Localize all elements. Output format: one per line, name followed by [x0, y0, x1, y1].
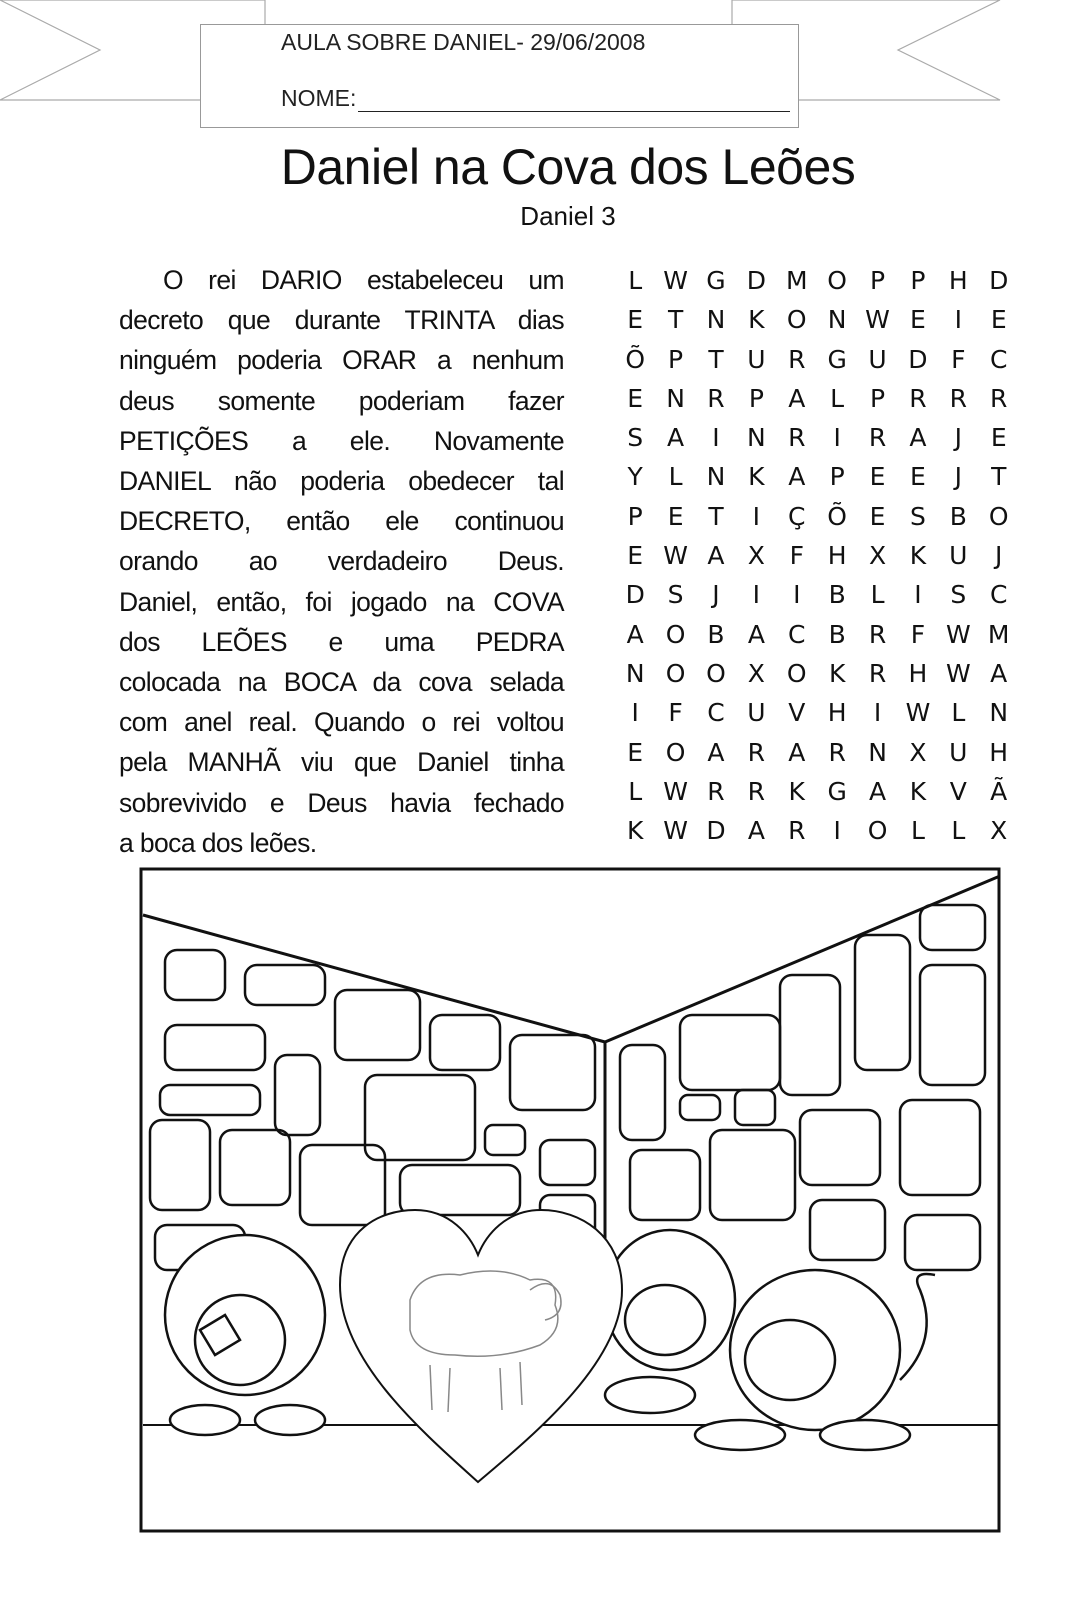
word-search-letter[interactable]: E — [627, 383, 644, 413]
word-search-letter[interactable]: A — [626, 619, 644, 649]
word-search-letter[interactable]: L — [951, 698, 966, 728]
word-search-grid — [615, 266, 1019, 855]
story-line: colocada na BOCA da cova selada — [119, 667, 564, 698]
word-search-letter[interactable]: W — [945, 658, 971, 688]
word-search-letter[interactable]: D — [746, 266, 766, 295]
word-search-letter[interactable]: N — [868, 737, 887, 767]
word-search-letter[interactable]: X — [990, 816, 1008, 846]
word-search-letter[interactable]: H — [827, 541, 847, 571]
story-line: deus somente poderiam fazer — [119, 385, 564, 416]
word-search-letter[interactable]: R — [788, 816, 806, 846]
word-search-letter[interactable]: L — [910, 816, 925, 846]
word-search-letter[interactable]: R — [990, 383, 1008, 413]
word-search-letter[interactable]: X — [909, 737, 927, 767]
heart-shape — [340, 1210, 622, 1482]
word-search-letter[interactable]: R — [909, 383, 927, 413]
name-field[interactable] — [281, 85, 790, 112]
story-line: PETIÇÕES a ele. Novamente — [119, 425, 564, 456]
lions-den-illustration — [0, 860, 1084, 1560]
word-search-letter[interactable]: L — [951, 816, 966, 846]
story-line: DANIEL não poderia obedecer tal — [119, 466, 564, 497]
word-search-letter[interactable]: H — [908, 658, 928, 688]
header-box — [200, 24, 799, 128]
word-search-letter[interactable]: L — [668, 462, 683, 492]
word-search-letter[interactable]: R — [828, 737, 846, 767]
word-search-letter[interactable]: Õ — [827, 501, 847, 531]
word-search-letter[interactable]: I — [833, 423, 841, 453]
word-search-letter[interactable]: E — [910, 462, 926, 492]
word-search-letter[interactable]: E — [910, 305, 926, 335]
word-search-letter[interactable]: H — [948, 266, 968, 295]
word-search-letter[interactable]: G — [827, 344, 847, 374]
word-search-letter[interactable]: A — [788, 383, 806, 413]
word-search-letter[interactable]: A — [747, 816, 765, 846]
word-search-letter[interactable]: W — [663, 541, 688, 571]
word-search-letter[interactable]: L — [830, 383, 845, 413]
word-search-letter[interactable]: J — [995, 541, 1003, 571]
word-search-letter[interactable]: E — [990, 305, 1007, 335]
word-search-letter[interactable]: U — [949, 737, 968, 767]
word-search-letter[interactable]: A — [707, 737, 725, 767]
word-search-letter[interactable]: O — [665, 658, 686, 688]
word-search-letter[interactable]: H — [989, 737, 1009, 767]
word-search-letter[interactable]: L — [870, 580, 885, 610]
word-search-letter[interactable]: I — [833, 816, 841, 846]
word-search-letter[interactable]: A — [667, 423, 685, 453]
word-search-letter[interactable]: U — [949, 541, 968, 571]
word-search-letter[interactable]: I — [793, 580, 801, 610]
page-title: Daniel na Cova dos Leões — [280, 139, 856, 195]
wall-top-edge — [143, 876, 1000, 1042]
word-search-letter[interactable]: A — [990, 658, 1008, 688]
story-line: DECRETO, então ele continuou — [119, 506, 564, 537]
word-search-letter[interactable]: F — [951, 344, 966, 374]
word-search-letter[interactable]: D — [908, 344, 928, 374]
name-blank-line[interactable] — [358, 89, 790, 112]
word-search-letter[interactable]: W — [945, 619, 971, 649]
word-search-letter[interactable]: E — [990, 423, 1007, 453]
word-search-letter[interactable]: S — [909, 501, 926, 531]
story-line: sobrevivido e Deus havia fechado — [119, 787, 564, 818]
word-search-letter[interactable]: E — [667, 501, 684, 531]
word-search-letter[interactable]: M — [785, 266, 808, 295]
word-search-letter[interactable]: E — [627, 737, 644, 767]
word-search-letter[interactable]: P — [748, 383, 764, 413]
word-search-letter[interactable]: C — [788, 619, 806, 649]
story-line: Daniel, então, foi jogado na COVA — [119, 586, 564, 617]
lion-middle — [605, 1230, 735, 1413]
word-search-letter[interactable]: X — [868, 541, 887, 571]
word-search-letter[interactable]: O — [665, 737, 686, 767]
word-search-letter[interactable]: R — [949, 383, 967, 413]
name-label: NOME: — [281, 85, 357, 111]
word-search-letter[interactable]: R — [747, 737, 766, 767]
word-search-letter[interactable]: K — [909, 776, 927, 806]
word-search-letter[interactable]: L — [628, 776, 643, 806]
word-search-letter[interactable]: N — [989, 698, 1009, 728]
word-search-letter[interactable]: C — [989, 344, 1008, 374]
word-search-letter[interactable]: W — [865, 305, 890, 335]
word-search-letter[interactable]: U — [868, 344, 887, 374]
word-search-letter[interactable]: G — [706, 266, 726, 295]
word-search-letter[interactable]: R — [868, 423, 887, 453]
word-search-letter[interactable]: D — [625, 580, 645, 610]
word-search-letter[interactable]: O — [786, 658, 807, 688]
word-search-letter[interactable]: G — [827, 776, 847, 806]
story-text — [119, 260, 564, 863]
word-search-letter[interactable]: K — [626, 816, 644, 846]
word-search-letter[interactable]: P — [870, 383, 886, 413]
word-search-letter[interactable]: N — [666, 383, 685, 413]
word-search-letter[interactable]: B — [707, 619, 725, 649]
word-search-letter[interactable]: O — [867, 816, 888, 846]
word-search-letter[interactable]: H — [827, 698, 847, 728]
word-search-letter[interactable]: V — [788, 698, 806, 728]
story-line: O rei DARIO estabeleceu um — [163, 265, 564, 295]
word-search-letter[interactable]: R — [868, 619, 887, 649]
word-search-letter[interactable]: O — [706, 658, 726, 688]
word-search-letter[interactable]: I — [914, 580, 922, 610]
story-line: pela MANHÃ viu que Daniel tinha — [119, 747, 564, 778]
word-search-letter[interactable]: J — [954, 423, 962, 453]
lion-left — [165, 1235, 325, 1435]
word-search-letter[interactable]: N — [827, 305, 847, 335]
story-line: com anel real. Quando o rei voltou — [119, 707, 564, 738]
word-search-letter[interactable]: A — [909, 423, 927, 453]
word-search-letter[interactable]: C — [989, 580, 1008, 610]
story-line: dos LEÕES e uma PEDRA — [119, 626, 564, 657]
word-search-letter[interactable]: I — [712, 423, 720, 453]
word-search-letter[interactable]: P — [829, 462, 845, 492]
word-search-letter[interactable]: A — [788, 462, 806, 492]
word-search-letter[interactable]: I — [631, 698, 639, 728]
word-search-letter[interactable]: K — [909, 541, 927, 571]
word-search-letter[interactable]: O — [665, 619, 686, 649]
word-search-letter[interactable]: S — [950, 580, 967, 610]
word-search-letter[interactable]: A — [747, 619, 765, 649]
word-search-letter[interactable]: U — [747, 344, 766, 374]
word-search-letter[interactable]: R — [868, 658, 887, 688]
word-search-letter[interactable]: I — [873, 698, 882, 728]
word-search-letter[interactable]: M — [987, 619, 1010, 649]
word-search-letter[interactable]: O — [827, 266, 847, 295]
word-search-letter[interactable]: P — [870, 266, 886, 295]
word-search-letter[interactable]: N — [706, 305, 726, 335]
word-search-letter[interactable]: T — [991, 462, 1007, 492]
word-search-letter[interactable]: R — [747, 776, 766, 806]
word-search-letter[interactable]: Ç — [788, 501, 806, 531]
word-search-letter[interactable]: A — [868, 776, 887, 806]
word-search-letter[interactable]: K — [748, 462, 765, 492]
story-line: orando ao verdadeiro Deus. — [119, 546, 564, 577]
word-search-letter[interactable]: P — [668, 344, 684, 374]
word-search-letter[interactable]: E — [627, 541, 644, 571]
word-search-letter[interactable]: F — [668, 698, 683, 728]
word-search-letter[interactable]: A — [707, 541, 725, 571]
word-search-letter[interactable]: U — [747, 698, 766, 728]
word-search-letter[interactable]: T — [667, 305, 684, 335]
word-search-letter[interactable]: P — [910, 266, 926, 295]
bible-reference: Daniel 3 — [520, 201, 616, 231]
word-search-letter[interactable]: I — [752, 501, 761, 531]
word-search-letter[interactable]: I — [752, 580, 761, 610]
word-search-letter[interactable]: R — [707, 383, 725, 413]
word-search-letter[interactable]: Y — [627, 462, 643, 492]
word-search-letter[interactable]: J — [954, 462, 962, 492]
word-search-letter[interactable]: N — [747, 423, 766, 453]
word-search-letter[interactable]: W — [663, 266, 688, 295]
word-search-letter[interactable]: E — [627, 305, 644, 335]
word-search-letter[interactable]: T — [708, 344, 724, 374]
word-search-letter[interactable]: A — [788, 737, 806, 767]
word-search-letter[interactable]: P — [627, 501, 643, 531]
word-search-letter[interactable]: N — [625, 658, 645, 688]
word-search-letter[interactable]: O — [988, 501, 1009, 531]
word-search-letter[interactable]: F — [910, 619, 926, 649]
word-search-letter[interactable]: D — [706, 816, 726, 846]
word-search-letter[interactable]: Õ — [625, 344, 646, 374]
word-search-letter[interactable]: K — [748, 305, 765, 335]
word-search-letter[interactable]: W — [905, 698, 931, 728]
word-search-letter[interactable]: L — [628, 266, 643, 295]
word-search-letter[interactable]: K — [788, 776, 805, 806]
word-search-letter[interactable]: K — [828, 658, 846, 688]
word-search-letter[interactable]: I — [954, 305, 962, 335]
word-search-letter[interactable]: X — [747, 541, 765, 571]
word-search-letter[interactable]: O — [786, 305, 807, 335]
word-search-letter[interactable]: W — [663, 776, 688, 806]
word-search-letter[interactable]: E — [869, 462, 886, 492]
word-search-letter[interactable]: V — [949, 776, 967, 806]
word-search-letter[interactable]: R — [788, 423, 806, 453]
word-search-letter[interactable]: E — [869, 501, 886, 531]
story-line: decreto que durante TRINTA dias — [119, 305, 564, 336]
story-line: ninguém poderia ORAR a nenhum — [119, 345, 564, 376]
story-line: a boca dos leões. — [119, 827, 317, 858]
word-search-letter[interactable]: B — [949, 501, 967, 531]
word-search-letter[interactable]: N — [706, 462, 726, 492]
word-search-letter[interactable]: B — [828, 619, 846, 649]
word-search-letter[interactable]: W — [663, 816, 688, 846]
word-search-letter[interactable]: X — [747, 658, 765, 688]
word-search-letter[interactable]: Ã — [990, 776, 1008, 806]
word-search-letter[interactable]: S — [627, 423, 644, 453]
word-search-letter[interactable]: C — [707, 698, 725, 728]
word-search-letter[interactable]: J — [712, 580, 720, 610]
word-search-letter[interactable]: R — [707, 776, 725, 806]
word-search-letter[interactable]: S — [667, 580, 684, 610]
word-search-letter[interactable]: B — [828, 580, 846, 610]
word-search-letter[interactable]: D — [989, 266, 1009, 295]
word-search-letter[interactable]: T — [708, 501, 724, 531]
word-search-letter[interactable]: F — [789, 541, 804, 571]
lesson-title: AULA SOBRE DANIEL- 29/06/2008 — [281, 29, 646, 55]
word-search-letter[interactable]: R — [788, 344, 806, 374]
